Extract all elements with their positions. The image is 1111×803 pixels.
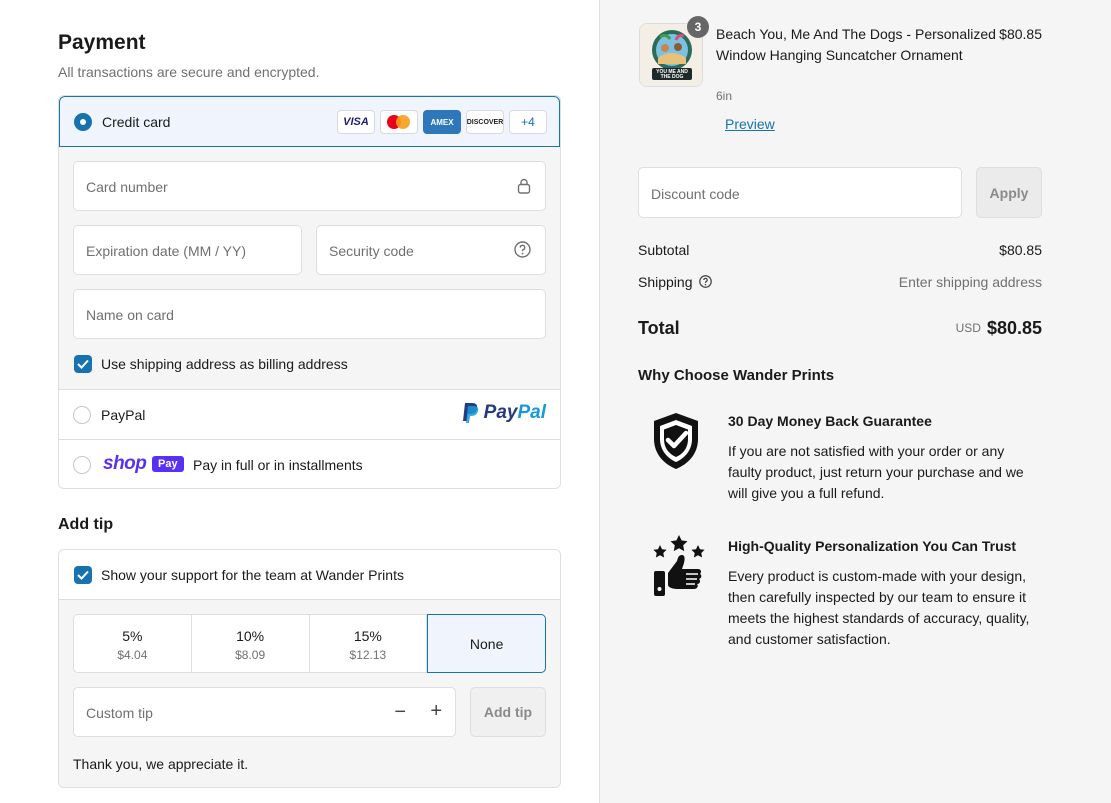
tip-section — [58, 549, 561, 788]
discount-code-placeholder: Discount code — [651, 186, 740, 202]
expiration-date-field[interactable] — [73, 225, 302, 275]
increase-tip-button[interactable]: + — [430, 700, 442, 722]
feature-text: If you are not satisfied with your order or any faulty product, just return your purchase and we will give you a full refund. — [728, 443, 1024, 501]
total-amount — [956, 318, 1042, 339]
tip-percent: 5% — [122, 628, 143, 644]
shipping-help-icon[interactable] — [699, 275, 712, 291]
name-on-card-field[interactable] — [73, 289, 546, 339]
payment-methods — [58, 95, 561, 489]
tip-thanks-text: Thank you, we appreciate it. — [73, 756, 249, 772]
shop-pay-label: Pay in full or in installments — [193, 457, 363, 473]
name-on-card-placeholder: Name on card — [86, 307, 174, 323]
paypal-logo — [462, 402, 546, 424]
tip-option-none[interactable] — [427, 614, 546, 673]
tip-support-checkbox[interactable] — [74, 566, 92, 584]
preview-link[interactable]: Preview — [725, 116, 775, 132]
custom-tip-placeholder: Custom tip — [86, 705, 153, 721]
discount-code-field[interactable] — [638, 167, 962, 218]
feature-text: Every product is custom-made with your design, then carefully inspected by our team to ensure it meets the highest standards of accuracy, quality, and customer satisfaction. — [728, 568, 1030, 647]
card-number-placeholder: Card number — [86, 179, 168, 195]
shipping-label: Shipping — [638, 274, 693, 290]
tip-options — [73, 614, 546, 673]
subtotal-row — [638, 242, 1042, 258]
shop-pay-radio[interactable] — [73, 456, 91, 474]
tip-option-15[interactable] — [310, 615, 428, 672]
total-row — [638, 318, 1042, 339]
feature-title: High-Quality Personalization You Can Trust — [728, 538, 1017, 554]
why-choose-title: Why Choose Wander Prints — [638, 367, 835, 384]
checkmark-icon — [77, 570, 89, 580]
card-brands — [337, 110, 547, 134]
feature-title: 30 Day Money Back Guarantee — [728, 413, 932, 429]
tip-amount: $4.04 — [117, 648, 148, 662]
expiration-placeholder: Expiration date (MM / YY) — [86, 243, 247, 259]
lock-icon — [517, 178, 531, 197]
tip-support-label: Show your support for the team at Wander Prints — [101, 567, 404, 583]
billing-same-checkbox[interactable] — [74, 355, 92, 373]
paypal-p-icon — [462, 402, 480, 424]
shipping-row — [638, 274, 1042, 290]
credit-card-option[interactable] — [59, 96, 560, 147]
paypal-label: PayPal — [101, 407, 146, 423]
paypal-option[interactable] — [59, 389, 560, 439]
mastercard-icon — [380, 110, 418, 134]
visa-icon: VISA — [337, 110, 375, 134]
tip-amount: $12.13 — [349, 648, 387, 662]
amex-icon: AMEX — [423, 110, 461, 134]
tip-percent: None — [469, 636, 504, 652]
discover-icon: DISCOVER — [466, 110, 504, 134]
tip-title: Add tip — [58, 516, 114, 533]
payment-title: Payment — [58, 31, 146, 54]
tip-option-5[interactable] — [74, 615, 192, 672]
credit-card-label: Credit card — [102, 114, 171, 130]
add-tip-button[interactable]: Add tip — [470, 687, 546, 737]
shop-pay-option[interactable] — [59, 439, 560, 489]
decrease-tip-button[interactable]: − — [394, 701, 406, 723]
apply-button[interactable]: Apply — [976, 167, 1042, 218]
card-number-field[interactable] — [73, 161, 546, 211]
currency-code: USD — [955, 321, 981, 335]
total-label: Total — [638, 318, 680, 338]
custom-tip-field[interactable] — [73, 687, 456, 737]
product-variant: 6in — [716, 89, 733, 103]
credit-card-form — [59, 147, 560, 389]
security-code-field[interactable] — [316, 225, 546, 275]
tip-percent: 10% — [236, 628, 265, 644]
subtotal-value: $80.85 — [999, 242, 1042, 258]
product-price: $80.85 — [999, 26, 1042, 42]
subtotal-label: Subtotal — [638, 242, 690, 258]
thumbs-up-stars-icon — [650, 533, 708, 602]
security-code-placeholder: Security code — [329, 243, 414, 259]
tip-percent: 15% — [353, 628, 382, 644]
checkmark-icon — [77, 359, 89, 369]
billing-same-label: Use shipping address as billing address — [101, 356, 348, 372]
paypal-radio[interactable] — [73, 406, 91, 424]
tip-option-10[interactable] — [192, 615, 310, 672]
tip-support-row[interactable] — [59, 550, 560, 600]
tip-options-panel — [59, 600, 560, 787]
product-name: Beach You, Me And The Dogs - Personalized Window Hanging Suncatcher Ornament — [716, 26, 996, 63]
tip-amount: $8.09 — [235, 648, 266, 662]
shipping-value: Enter shipping address — [898, 274, 1042, 290]
order-summary-column — [599, 0, 1111, 803]
credit-card-radio[interactable] — [74, 113, 92, 131]
shield-check-icon — [648, 410, 704, 475]
shop-pay-badge: Pay — [152, 456, 184, 472]
quantity-badge: 3 — [687, 16, 709, 38]
product-thumbnail-text: YOU ME AND THE DOG — [656, 69, 688, 80]
payment-subtitle: All transactions are secure and encrypted. — [58, 64, 320, 80]
help-icon[interactable] — [514, 241, 531, 261]
total-value: $80.85 — [986, 318, 1042, 338]
shop-logo: shop — [103, 453, 147, 474]
more-cards-badge[interactable]: +4 — [509, 110, 547, 134]
paypal-wordmark: PayPal — [483, 402, 546, 423]
